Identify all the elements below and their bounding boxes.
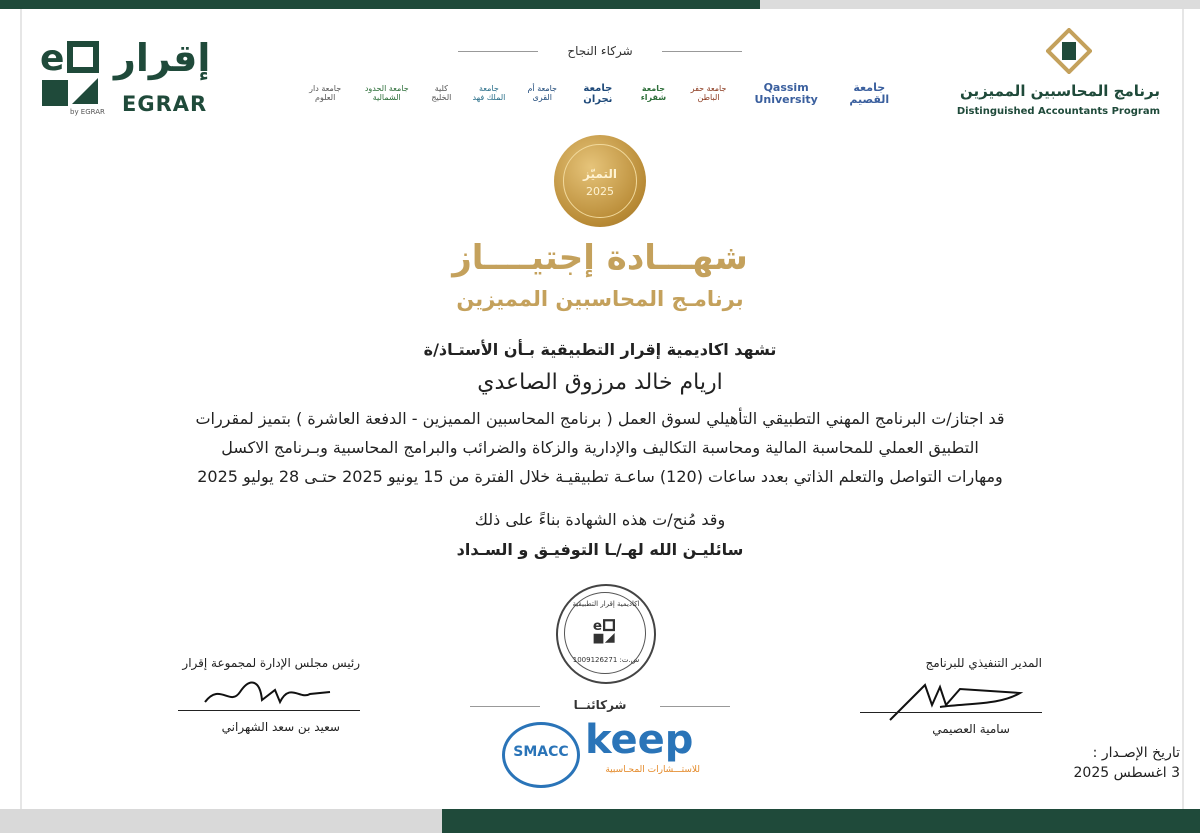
- program-english-name: Distinguished Accountants Program: [956, 106, 1160, 117]
- egrar-english-name: EGRAR: [122, 92, 208, 116]
- our-partners-divider-right: [660, 706, 730, 707]
- excellence-seal: [554, 135, 646, 227]
- certificate-title: شهـــادة إجتيــــاز: [452, 238, 748, 278]
- program-mark-icon: [1046, 28, 1092, 74]
- partner-logo-dar-uloom: جامعة دار العلوم: [309, 84, 342, 102]
- intro-line: تشهد اكاديمية إقرار التطبيقية بـأن الأستـاذ/ة: [423, 340, 777, 359]
- partners-divider-left: [458, 51, 538, 52]
- top-border-gray: [760, 0, 1200, 9]
- partner-logo-najran: جامعة نجران: [583, 83, 613, 105]
- issue-date-label: تاريخ الإصـدار :: [1092, 745, 1180, 761]
- partner-logo-northern: جامعة الحدود الشمالية: [364, 84, 409, 102]
- program-title: برنامـج المحاسبين المميزين: [456, 287, 744, 311]
- stamp-top-text: اكاديمية إقرار التطبيقية: [572, 600, 640, 608]
- right-signatory-title: المدير التنفيذي للبرنامج: [925, 656, 1042, 670]
- body-line: التطبيق العملي للمحاسبة المالية ومحاسبة التكاليف والإدارية والزكاة والضرائب والبرامج المحاسبية وبـرنامج الاكسل: [221, 438, 979, 457]
- svg-text:e: e: [592, 618, 603, 634]
- partner-logo-qassim-ar: جامعة القصيم: [849, 80, 890, 106]
- right-signature-line: [860, 712, 1042, 713]
- left-signature: [200, 672, 340, 712]
- granted-line: وقد مُنح/ت هذه الشهادة بناءً على ذلك: [474, 510, 726, 529]
- keep-logo: keep: [585, 717, 694, 763]
- partner-logo-qassim-en: Qassim University: [754, 80, 818, 106]
- body-line: قد اجتاز/ت البرنامج المهني التطبيقي التأهيلي لسوق العمل ( برنامج المحاسبين المميزين - الدفعة العاشرة ) بتميز لمقررات: [195, 409, 1005, 428]
- our-partners-heading: شركائنــا: [573, 698, 627, 712]
- svg-text:e: e: [40, 38, 65, 79]
- partners-logo-row: [305, 70, 897, 118]
- partners-divider-right: [662, 51, 742, 52]
- right-signature: [880, 675, 1030, 725]
- partner-logo-shaqra: جامعة شقراء: [640, 84, 667, 102]
- left-signatory-title: رئيس مجلس الإدارة لمجموعة إقرار: [182, 656, 360, 670]
- stamp-mark-icon: [591, 618, 621, 648]
- certificate-body: [190, 404, 1010, 491]
- egrar-logo: [40, 38, 220, 118]
- our-partners-divider-left: [470, 706, 540, 707]
- top-border-dark: [0, 0, 760, 9]
- stamp-reg-number: س.ت: 1009126271: [572, 656, 640, 664]
- right-signatory-name: سامية العصيمي: [932, 722, 1010, 736]
- egrar-arabic-name: إقرار: [114, 36, 211, 80]
- body-line: ومهارات التواصل والتعلم الذاتي بعدد ساعات (120) ساعـة تطبيقيـة خلال الفترة من 15 يونيو 2025 حتـى 28 يوليو 2025: [197, 467, 1003, 486]
- partner-logo-umm-alqura: جامعة أم القرى: [527, 84, 558, 102]
- left-signature-line: [178, 710, 360, 711]
- partner-logo-hafr: جامعة حفر الباطن: [690, 84, 727, 102]
- smacc-label: SMACC: [513, 744, 569, 760]
- recipient-name: اريام خالد مرزوق الصاعدي: [477, 370, 723, 395]
- smacc-logo: [502, 722, 580, 788]
- bottom-border-gray: [0, 809, 442, 833]
- wish-line: سائليـن الله لهـ/ـا التوفيـق و السـداد: [456, 540, 744, 559]
- program-logo: [956, 28, 1168, 123]
- official-stamp: [556, 584, 656, 684]
- program-arabic-name: برنامج المحاسبين المميزين: [959, 82, 1160, 100]
- partner-logo-kfu: جامعة الملك فهد: [472, 84, 506, 102]
- seal-word: التميّز: [583, 167, 617, 181]
- partners-heading: شركاء النجاح: [567, 44, 633, 58]
- left-signatory-name: سعيد بن سعد الشهراني: [221, 720, 340, 734]
- egrar-by-label: by EGRAR: [70, 108, 105, 116]
- seal-year: 2025: [586, 185, 614, 198]
- bottom-border-dark: [442, 809, 1200, 833]
- keep-subtitle: للاستـــشارات المحـاسبية: [605, 765, 700, 775]
- issue-date-value: 3 اغسطس 2025: [1073, 765, 1180, 781]
- egrar-mark-icon: [40, 38, 110, 118]
- partner-logo-gulf: كلية الخليج: [431, 84, 452, 102]
